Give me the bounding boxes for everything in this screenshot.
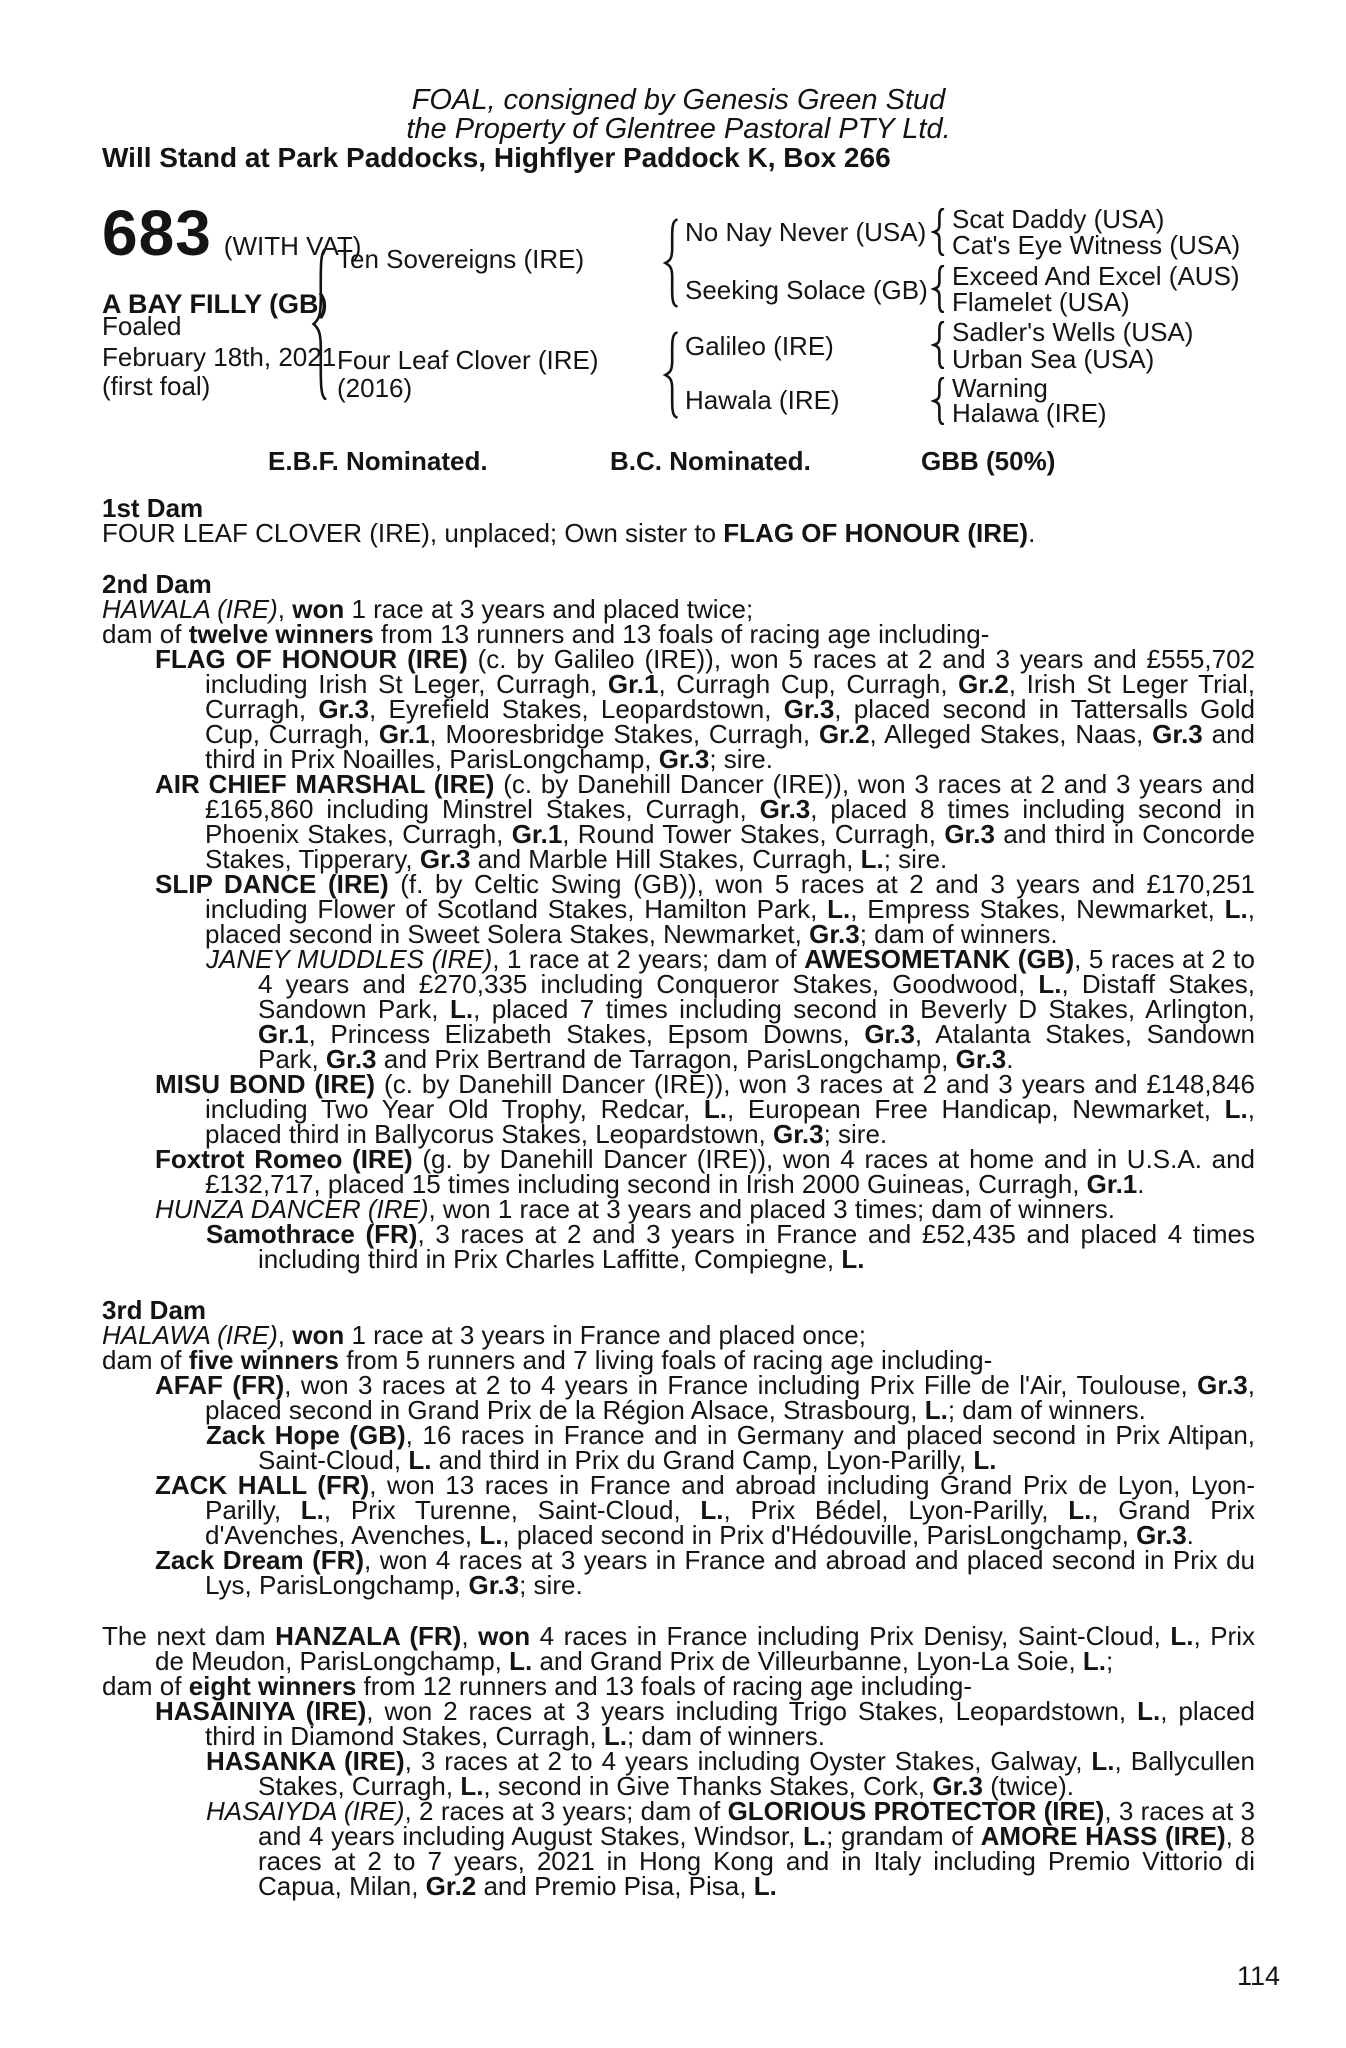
progeny-paragraph: HASANKA (IRE), 3 races at 2 to 4 years including Oyster Stakes, Galway, L., Ballycullen Stakes, Curragh, L., second in Give Thanks Stakes, Cork, Gr.3 (twice). xyxy=(206,1746,1255,1801)
gbb-label: GBB (50%) xyxy=(921,446,1056,476)
progeny-paragraph: Zack Dream (FR), won 4 races at 3 years in France and abroad and placed second in Prix du Lys, ParisLongchamp, Gr.3; sire. xyxy=(155,1545,1255,1600)
progeny-paragraph: HASAIYDA (IRE), 2 races at 3 years; dam of GLORIOUS PROTECTOR (IRE), 3 races at 3 and 4 years including August Stakes, Windsor, L.; grandam of AMORE HASS (IRE), 8 races at 2 to 7 years, 2021 in Hong Kong and in Italy including Premio Vittorio di Capua, Milan, Gr.2 and Premio Pisa, Pisa, L. xyxy=(206,1796,1256,1901)
section-next-dam xyxy=(102,1621,1256,1901)
pedigree-text xyxy=(102,493,1256,1901)
pedigree-ggp: Scat Daddy (USA) xyxy=(952,204,1165,234)
pedigree-brace-gp2 xyxy=(931,265,945,313)
dam-paragraph: dam of five winners from 5 runners and 7 living foals of racing age including- xyxy=(102,1345,993,1375)
pedigree-ggp: Flamelet (USA) xyxy=(952,287,1130,317)
pedigree-brace-gp4 xyxy=(931,377,945,425)
progeny-paragraph: JANEY MUDDLES (IRE), 1 race at 2 years; dam of AWESOMETANK (GB), 5 races at 2 to 4 years and £270,335 including Conqueror Stakes, Goodwood, L., Distaff Stakes, Sandown Park, L., placed 7 times including second in Beverly D Stakes, Arlington, Gr.1, Princess Elizabeth Stakes, Epsom Downs, Gr.3, Atalanta Stakes, Sandown Park, Gr.3 and Prix Bertrand de Tarragon, ParisLongchamp, Gr.3. xyxy=(206,944,1256,1074)
foaled-date: February 18th, 2021 xyxy=(102,342,337,372)
ebf-nominated-label: E.B.F. Nominated. xyxy=(268,446,488,476)
stand-location-line: Will Stand at Park Paddocks, Highflyer Paddock K, Box 266 xyxy=(102,142,891,173)
progeny-paragraph: HUNZA DANCER (IRE), won 1 race at 3 years and placed 3 times; dam of winners. xyxy=(155,1194,1115,1224)
section-1st-dam xyxy=(102,493,1255,548)
progeny-paragraph: FLAG OF HONOUR (IRE) (c. by Galileo (IRE)), won 5 races at 2 and 3 years and £555,702 including Irish St Leger, Curragh, Gr.1, Curragh Cup, Curragh, Gr.2, Irish St Leger Trial, Curragh, Gr.3, Eyrefield Stakes, Leopardstown, Gr.3, placed second in Tattersalls Gold Cup, Curragh, Gr.1, Mooresbridge Stakes, Curragh, Gr.2, Alleged Stakes, Naas, Gr.3 and third in Prix Noailles, ParisLongchamp, Gr.3; sire. xyxy=(155,644,1255,774)
pedigree-grandsire-1: No Nay Never (USA) xyxy=(685,217,927,247)
pedigree-brace-dam xyxy=(662,331,679,419)
first-foal-note: (first foal) xyxy=(102,371,211,401)
pedigree-ggp: Cat's Eye Witness (USA) xyxy=(952,230,1241,260)
consignor-line: FOAL, consigned by Genesis Green Stud xyxy=(411,84,946,116)
horse-name: A BAY FILLY (GB) xyxy=(102,289,328,319)
pedigree-brace-main xyxy=(310,246,328,402)
progeny-paragraph: MISU BOND (IRE) (c. by Danehill Dancer (IRE)), won 3 races at 2 and 3 years and £148,846 including Two Year Old Trophy, Redcar, L., European Free Handicap, Newmarket, L., placed third in Ballycorus Stakes, Leopardstown, Gr.3; sire. xyxy=(155,1069,1256,1149)
progeny-paragraph: AFAF (FR), won 3 races at 2 to 4 years in France including Prix Fille de l'Air, Toulouse, Gr.3, placed second in Grand Prix de la Région Alsace, Strasbourg, L.; dam of winners. xyxy=(155,1370,1255,1425)
lot-number: 683 xyxy=(102,197,212,269)
dam-paragraph: HALAWA (IRE), won 1 race at 3 years in France and placed once; xyxy=(102,1320,866,1350)
vat-label: (WITH VAT) xyxy=(223,231,362,261)
page-number: 114 xyxy=(1237,1961,1281,1991)
progeny-paragraph: HASAINIYA (IRE), won 2 races at 3 years including Trigo Stakes, Leopardstown, L., placed third in Diamond Stakes, Curragh, L.; dam of winners. xyxy=(155,1696,1256,1751)
pedigree-ggp: Urban Sea (USA) xyxy=(952,344,1155,374)
dam-paragraph: HAWALA (IRE), won 1 race at 3 years and placed twice; xyxy=(102,594,754,624)
dam-paragraph: The next dam HANZALA (FR), won 4 races in France including Prix Denisy, Saint-Cloud, L., Prix de Meudon, ParisLongchamp, L. and Grand Prix de Villeurbanne, Lyon-La Soie, L.; xyxy=(102,1621,1255,1676)
owner-line: the Property of Glentree Pastoral PTY Ltd. xyxy=(406,112,951,145)
dam-paragraph: dam of twelve winners from 13 runners and 13 foals of racing age including- xyxy=(102,619,990,649)
pedigree-brace-gp3 xyxy=(931,321,945,369)
progeny-paragraph: Zack Hope (GB), 16 races in France and in Germany and placed second in Prix Altipan, Saint-Cloud, L. and third in Prix du Grand Camp, Lyon-Parilly, L. xyxy=(206,1420,1255,1475)
progeny-paragraph: ZACK HALL (FR), won 13 races in France and abroad including Grand Prix de Lyon, Lyon-Parilly, L., Prix Turenne, Saint-Cloud, L., Prix Bédel, Lyon-Parilly, L., Grand Prix d'Avenches, Avenches, L., placed second in Prix d'Hédouville, ParisLongchamp, Gr.3. xyxy=(155,1470,1255,1550)
dam-paragraph: dam of eight winners from 12 runners and 13 foals of racing age including- xyxy=(102,1671,972,1701)
pedigree-brace-gp1 xyxy=(931,208,945,256)
section-3rd-dam xyxy=(102,1295,1255,1600)
pedigree-ggp: Warning xyxy=(952,373,1048,403)
pedigree-ggp: Sadler's Wells (USA) xyxy=(952,317,1194,347)
pedigree-brace-sire xyxy=(662,218,679,308)
pedigree-ggp: Halawa (IRE) xyxy=(952,398,1107,428)
progeny-paragraph: Samothrace (FR), 3 races at 2 and 3 years in France and £52,435 and placed 4 times including third in Prix Charles Laffitte, Compiegne, L. xyxy=(206,1219,1255,1274)
pedigree-dam-year: (2016) xyxy=(337,373,413,403)
dam-paragraph: FOUR LEAF CLOVER (IRE), unplaced; Own sister to FLAG OF HONOUR (IRE). xyxy=(102,518,1036,548)
pedigree-dam: Four Leaf Clover (IRE) xyxy=(337,345,599,375)
bc-nominated-label: B.C. Nominated. xyxy=(610,446,811,476)
progeny-paragraph: AIR CHIEF MARSHAL (IRE) (c. by Danehill Dancer (IRE)), won 3 races at 2 and 3 years and £165,860 including Minstrel Stakes, Curragh, Gr.3, placed 8 times including second in Phoenix Stakes, Curragh, Gr.1, Round Tower Stakes, Curragh, Gr.3 and third in Concorde Stakes, Tipperary, Gr.3 and Marble Hill Stakes, Curragh, L.; sire. xyxy=(155,769,1256,874)
pedigree-sire: Ten Sovereigns (IRE) xyxy=(337,244,585,274)
pedigree-granddam-2: Hawala (IRE) xyxy=(685,385,840,415)
foaled-label: Foaled xyxy=(102,311,182,341)
page-header xyxy=(102,86,1255,173)
section-heading: 1st Dam xyxy=(102,493,204,523)
pedigree-grandsire-2: Galileo (IRE) xyxy=(685,331,834,361)
section-2nd-dam xyxy=(102,569,1256,1274)
section-heading: 2nd Dam xyxy=(102,569,212,599)
section-heading: 3rd Dam xyxy=(102,1295,207,1325)
progeny-paragraph: SLIP DANCE (IRE) (f. by Celtic Swing (GB)), won 5 races at 2 and 3 years and £170,251 including Flower of Scotland Stakes, Hamilton Park, L., Empress Stakes, Newmarket, L., placed second in Sweet Solera Stakes, Newmarket, Gr.3; dam of winners. xyxy=(155,869,1255,949)
progeny-paragraph: Foxtrot Romeo (IRE) (g. by Danehill Dancer (IRE)), won 4 races at home and in U.S.A. and £132,717, placed 15 times including second in Irish 2000 Guineas, Curragh, Gr.1. xyxy=(155,1144,1255,1199)
pedigree-ggp: Exceed And Excel (AUS) xyxy=(952,261,1240,291)
pedigree-granddam-1: Seeking Solace (GB) xyxy=(685,275,928,305)
